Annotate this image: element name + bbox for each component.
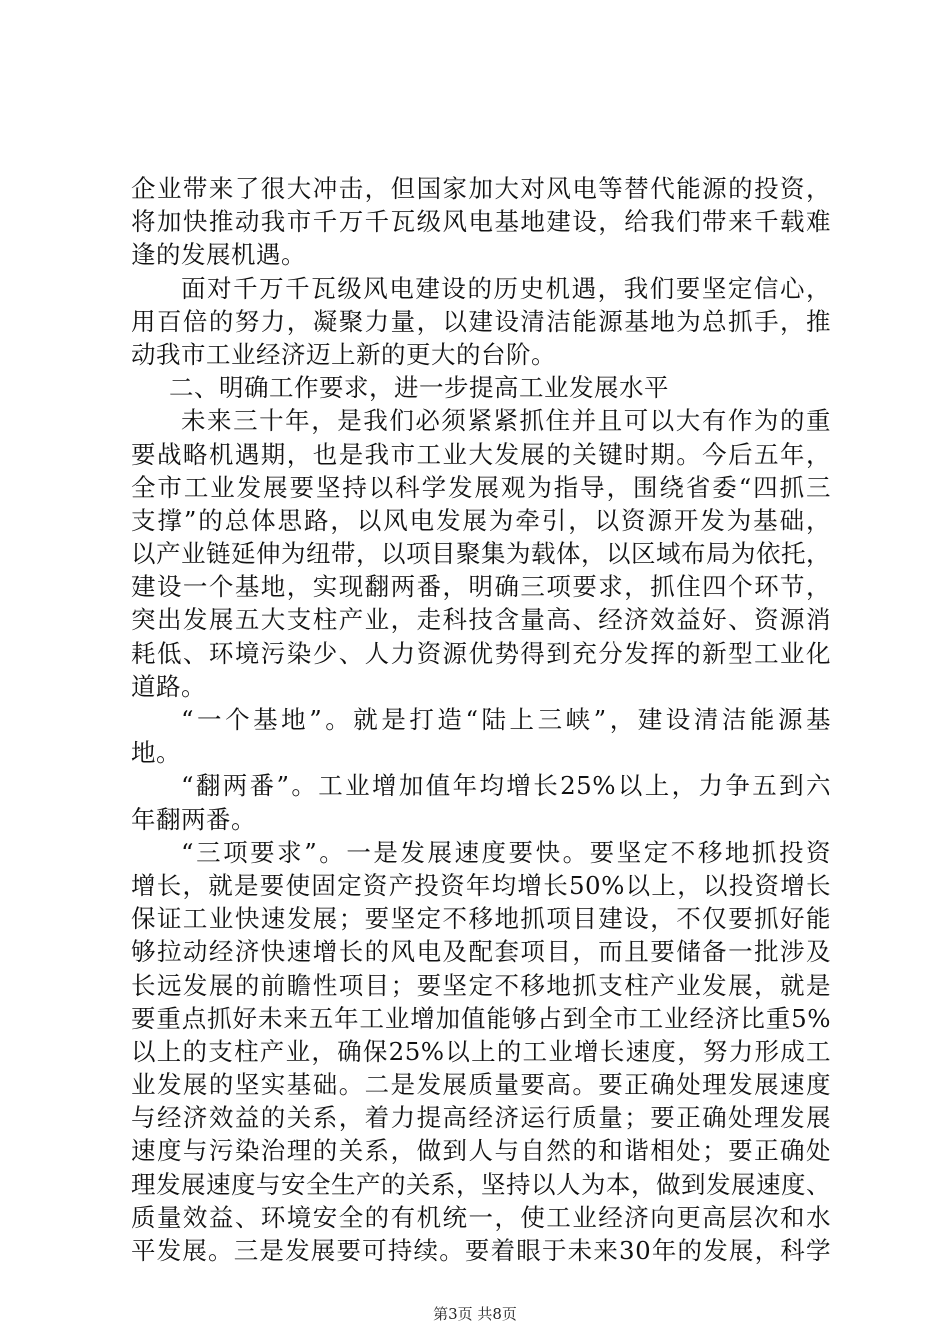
text-line: 与经济效益的关系，着力提高经济运行质量；要正确处理发展 bbox=[131, 1103, 831, 1133]
text-line: 长远发展的前瞻性项目；要坚定不移地抓支柱产业发展，就是 bbox=[131, 970, 831, 1000]
text-line: 平发展。三是发展要可持续。要着眼于未来30年的发展，科学 bbox=[131, 1236, 831, 1265]
text-line: 年翻两番。 bbox=[131, 804, 256, 834]
text-line: 耗低、环境污染少、人力资源优势得到充分发挥的新型工业化 bbox=[131, 638, 831, 668]
text-line: “三项要求”。一是发展速度要快。要坚定不移地抓投资 bbox=[181, 837, 831, 867]
text-line: 逢的发展机遇。 bbox=[131, 240, 306, 270]
text-line: 企业带来了很大冲击，但国家加大对风电等替代能源的投资， bbox=[131, 174, 831, 203]
page-number-footer: 第3页 共8页 bbox=[433, 1305, 517, 1323]
text-line: 将加快推动我市千万千瓦级风电基地建设，给我们带来千载难 bbox=[131, 207, 831, 237]
text-line: 动我市工业经济迈上新的更大的台阶。 bbox=[131, 339, 556, 369]
text-line: 速度与污染治理的关系，做到人与自然的和谐相处；要正确处 bbox=[131, 1136, 831, 1166]
text-line: 突出发展五大支柱产业，走科技含量高、经济效益好、资源消 bbox=[131, 605, 831, 635]
text-line: 以产业链延伸为纽带，以项目聚集为载体，以区域布局为依托， bbox=[131, 539, 831, 569]
text-line: 够拉动经济快速增长的风电及配套项目，而且要储备一批涉及 bbox=[131, 937, 831, 967]
text-line: 理发展速度与安全生产的关系，坚持以人为本，做到发展速度、 bbox=[131, 1169, 831, 1199]
text-line: 用百倍的努力，凝聚力量，以建设清洁能源基地为总抓手，推 bbox=[131, 306, 831, 336]
text-line: 面对千万千瓦级风电建设的历史机遇，我们要坚定信心， bbox=[181, 273, 831, 303]
text-line: 要战略机遇期，也是我市工业大发展的关键时期。今后五年， bbox=[131, 439, 831, 469]
document-body bbox=[131, 172, 831, 1267]
text-line: 道路。 bbox=[131, 671, 206, 701]
text-line: 保证工业快速发展；要坚定不移地抓项目建设，不仅要抓好能 bbox=[131, 904, 831, 934]
text-line: 质量效益、环境安全的有机统一，使工业经济向更高层次和水 bbox=[131, 1202, 831, 1232]
text-line: “翻两番”。工业增加值年均增长25%以上，力争五到六 bbox=[181, 771, 831, 801]
text-line: 建设一个基地，实现翻两番，明确三项要求，抓住四个环节， bbox=[131, 572, 831, 602]
section-heading: 二、明确工作要求，进一步提高工业发展水平 bbox=[169, 373, 669, 403]
text-line: 支撑”的总体思路，以风电发展为牵引，以资源开发为基础， bbox=[131, 505, 831, 535]
text-line: 增长，就是要使固定资产投资年均增长50%以上，以投资增长 bbox=[131, 870, 831, 900]
text-line: 全市工业发展要坚持以科学发展观为指导，围绕省委“四抓三 bbox=[131, 472, 831, 502]
text-line: 业发展的坚实基础。二是发展质量要高。要正确处理发展速度 bbox=[131, 1070, 831, 1100]
text-line: 要重点抓好未来五年工业增加值能够占到全市工业经济比重5% bbox=[131, 1003, 831, 1033]
text-line: “一个基地”。就是打造“陆上三峡”，建设清洁能源基 bbox=[181, 705, 831, 734]
text-line: 地。 bbox=[131, 738, 181, 768]
text-line: 以上的支柱产业，确保25%以上的工业增长速度，努力形成工 bbox=[131, 1036, 831, 1066]
text-line: 未来三十年，是我们必须紧紧抓住并且可以大有作为的重 bbox=[181, 406, 831, 436]
